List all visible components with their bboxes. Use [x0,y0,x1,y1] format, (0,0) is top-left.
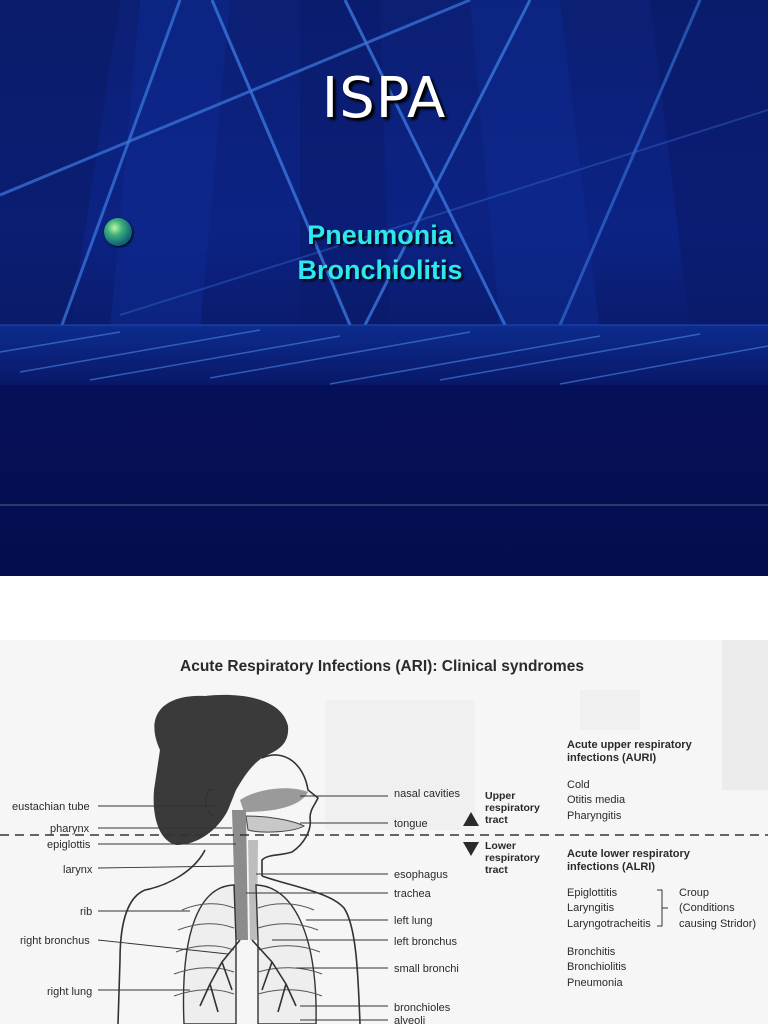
label-small-bronchi: small bronchi [394,963,459,975]
alri-item: Bronchiolitis [567,961,627,973]
lower-tract-line3: tract [485,864,508,876]
label-alveoli: alveoli [394,1015,426,1024]
subtitle-line-bronchiolitis: Bronchiolitis [297,255,463,285]
auri-heading-line2: infections (AURI) [567,752,657,764]
down-triangle-icon [463,842,479,856]
label-bronchioles: bronchioles [394,1002,451,1014]
alri-heading-line1: Acute lower respiratory [567,848,690,860]
auri-section [567,739,693,822]
label-left-lung: left lung [394,915,433,927]
slide-subtitle [180,218,580,288]
auri-heading-line1: Acute upper respiratory [567,739,692,751]
label-left-bronchus: left bronchus [394,936,457,948]
lower-tract-line1: Lower [485,840,516,852]
label-esophagus: esophagus [394,869,448,881]
label-eustachian-tube: eustachian tube [12,801,90,813]
tongue-shape [246,816,304,832]
slide-title: ISPA [321,66,447,131]
label-trachea: trachea [394,888,431,900]
upper-tract-line3: tract [485,814,508,826]
lower-tract-line2: respiratory [485,852,540,864]
face-outline [262,755,318,876]
alri-stridor-item: Epiglottitis [567,887,618,899]
croup-bracket [657,890,668,926]
alri-item: Pneumonia [567,977,623,989]
label-right-bronchus: right bronchus [20,935,90,947]
upper-tract-line1: Upper [485,790,516,802]
label-rib: rib [80,906,93,918]
ari-diagram [0,640,768,1024]
croup-line1: Croup [679,887,709,899]
label-nasal-cavities: nasal cavities [394,788,461,800]
nasal-cavity-shape [240,788,308,812]
subtitle-line-pneumonia: Pneumonia [307,220,453,250]
alri-item: Bronchitis [567,946,616,958]
alri-heading-line2: infections (ALRI) [567,861,655,873]
scanned-figure [0,640,768,1024]
auri-item: Otitis media [567,794,626,806]
label-epiglottis: epiglottis [47,839,91,851]
figure-title: Acute Respiratory Infections (ARI): Clinical syndromes [180,658,584,675]
label-tongue: tongue [394,818,428,830]
auri-item: Cold [567,779,590,791]
globe-bullet-icon [104,218,132,246]
upper-tract-line2: respiratory [485,802,540,814]
croup-line3: causing Stridor) [679,918,757,930]
label-right-lung: right lung [47,986,93,998]
auri-item: Pharyngitis [567,810,622,822]
alri-section [567,848,756,989]
label-larynx: larynx [63,864,93,876]
alri-stridor-item: Laryngotracheitis [567,918,651,930]
croup-line2: (Conditions [679,902,735,914]
alri-stridor-item: Laryngitis [567,902,615,914]
label-pharynx: pharynx [50,823,90,835]
